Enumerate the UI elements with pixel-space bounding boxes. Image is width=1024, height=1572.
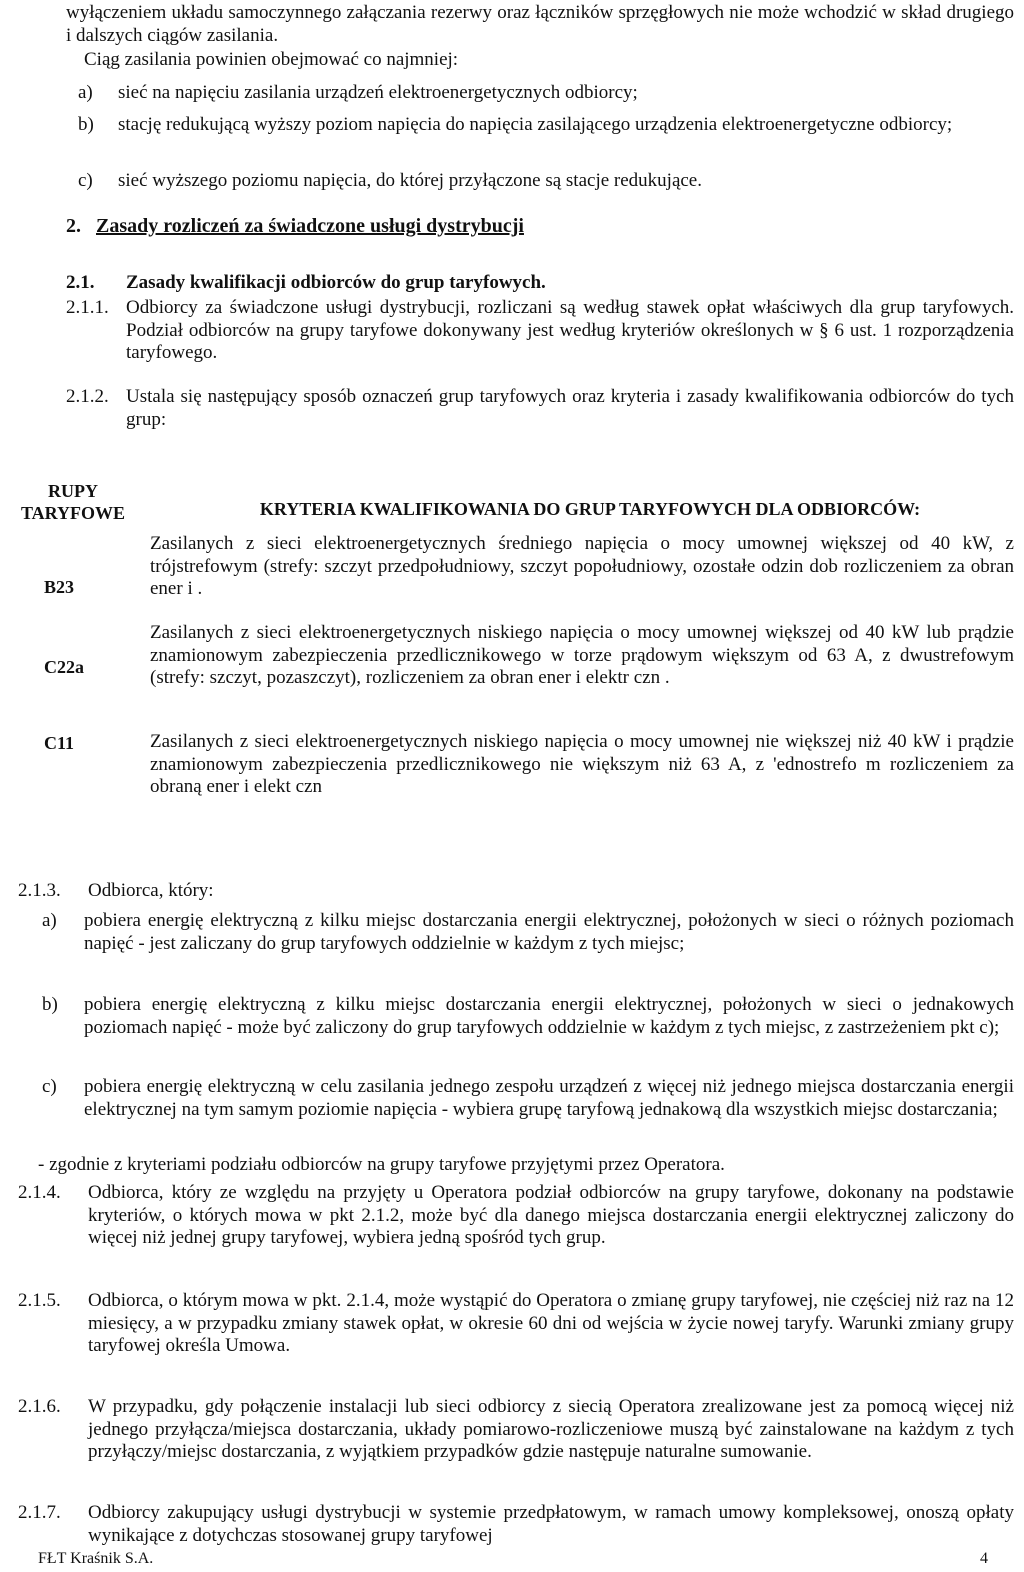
point-number: 2.1.6. [18,1396,61,1417]
subsection-title: Zasady kwalifikacji odbiorców do grup taryfowych. [126,272,546,293]
intro-paragraph: wyłączeniem układu samoczynnego załączania rezerwy oraz łączników sprzęgłowych nie może wchodzić w skład drugiego i dalszych ciągów zasilania. [66,2,1014,46]
tariff-group-criteria: Zasilanych z sieci elektroenergetycznych niskiego napięcia o mocy umownej nie większej niż 40 kW i prądzie znamionowym zabezpieczenia przedlicznikowego nie większym niż 63 A, z 'ednostrefo m rozliczeniem za obraną ener i elekt czn [150,731,1014,797]
point-text: Odbiorcy za świadczone usługi dystrybucji, rozliczani są według stawek opłat właściwych dla grup taryfowych. Podział odbiorców na grupy taryfowe dokonywany jest według kryteriów określonych w § 6 ust. 1 rozporządzenia taryfowego. [126,297,1014,363]
list-item-label: b) [42,994,58,1015]
point-number: 2.1.1. [66,297,109,318]
page-number: 4 [980,1550,988,1567]
list-item-text: pobiera energię elektryczną z kilku miejsc dostarczania energii elektrycznej, położonych w sieci o jednakowych poziomach napięć - może być zaliczony do grup taryfowych oddzielnie w każdym z tych miejsc, z zastrzeżeniem pkt c); [84,994,1014,1038]
footer-company: FŁT Kraśnik S.A. [38,1550,154,1567]
point-number: 2.1.7. [18,1502,61,1523]
tariff-group-criteria: Zasilanych z sieci elektroenergetycznych średniego napięcia o mocy umownej większej od 40 kW, z trójstrefowym (strefy: szczyt przedpołudniowy, szczyt popołudniowy, ozostałe odzin dob rozliczeniem za obran ener i . [150,533,1014,599]
section-title: Zasady rozliczeń za świadczone usługi dystrybucji [96,215,524,237]
list-item-text: pobiera energię elektryczną w celu zasilania jednego zespołu urządzeń z więcej niż jednego miejsca dostarczania energii elektrycznej na tym samym poziomie napięcia - wybiera grupę taryfową jednakową dla wszystkich miejsc dostarczania; [84,1076,1014,1120]
list-item-text: pobiera energię elektryczną z kilku miejsc dostarczania energii elektrycznej, położonych w sieci o różnych poziomach napięć - jest zaliczany do grup taryfowych oddzielnie w każdym z tych miejsc; [84,910,1014,954]
list-item-text: stację redukującą wyższy poziom napięcia do napięcia zasilającego urządzenia elektroenergetyczne odbiorcy; [118,114,953,135]
point-number: 2.1.2. [66,386,109,407]
list-item-label: a) [78,82,93,103]
list-item-text: sieć wyższego poziomu napięcia, do której przyłączone są stacje redukujące. [118,170,702,191]
table-header-groups: RUPY TARYFOWE [20,481,126,523]
section-number: 2. [66,215,81,237]
subsection-number: 2.1. [66,272,95,293]
point-text: W przypadku, gdy połączenie instalacji lub sieci odbiorcy z siecią Operatora zrealizowane jest za pomocą więcej niż jednego przyłącza/miejsca dostarczania, układy pomiarowo-rozliczeniowe muszą być zainstalowane na każdym z tych przyłączy/miejsc dostarczania, z wyjątkiem przypadków gdzie następuje naturalne sumowanie. [88,1396,1014,1462]
tariff-group-code: B23 [44,577,75,597]
intro-list-lead: Ciąg zasilania powinien obejmować co najmniej: [84,49,459,70]
tariff-group-code: C11 [44,733,75,753]
list-item-label: c) [78,170,93,191]
list-item-label: a) [42,910,57,931]
point-text: Odbiorcy zakupujący usługi dystrybucji w systemie przedpłatowym, w ramach umowy kompleksowej, onoszą opłaty wynikające z dotychczas stosowanej grupy taryfowej [88,1502,1014,1546]
closing-note: - zgodnie z kryteriami podziału odbiorców na grupy taryfowe przyjętymi przez Operatora. [38,1154,725,1175]
point-number: 2.1.4. [18,1182,61,1203]
point-text: Ustala się następujący sposób oznaczeń grup taryfowych oraz kryteria i zasady kwalifikowania odbiorców do tych grup: [126,386,1014,430]
tariff-group-criteria: Zasilanych z sieci elektroenergetycznych niskiego napięcia o mocy umownej większej od 40 kW lub prądzie znamionowym zabezpieczenia przedlicznikowego w torze prądowym większym od 63 A, z dwustrefowym (strefy: szczyt, pozaszczyt), rozliczeniem za obran ener i elektr czn . [150,622,1014,688]
point-number: 2.1.3. [18,880,61,901]
point-text: Odbiorca, o którym mowa w pkt. 2.1.4, może wystąpić do Operatora o zmianę grupy taryfowej, nie częściej niż raz na 12 miesięcy, a w przypadku zmiany stawek opłat, w okresie 60 dni od wejścia w życie nowej taryfy. Warunki zmiany grupy taryfowej określa Umowa. [88,1290,1014,1356]
list-item-label: b) [78,114,94,135]
point-title: Odbiorca, który: [88,880,214,901]
point-text: Odbiorca, który ze względu na przyjęty u Operatora podział odbiorców na grupy taryfowe, dokonany na podstawie kryteriów, o których mowa w pkt 2.1.2, może być dla danego miejsca dostarczania energii elektrycznej zaliczony do więcej niż jednej grupy taryfowej, wybiera jedną spośród tych grup. [88,1182,1014,1248]
table-header-criteria: KRYTERIA KWALIFIKOWANIA DO GRUP TARYFOWYCH DLA ODBIORCÓW: [259,499,921,519]
point-number: 2.1.5. [18,1290,61,1311]
list-item-label: c) [42,1076,57,1097]
list-item-text: sieć na napięciu zasilania urządzeń elektroenergetycznych odbiorcy; [118,82,638,103]
tariff-group-code: C22a [44,657,84,677]
